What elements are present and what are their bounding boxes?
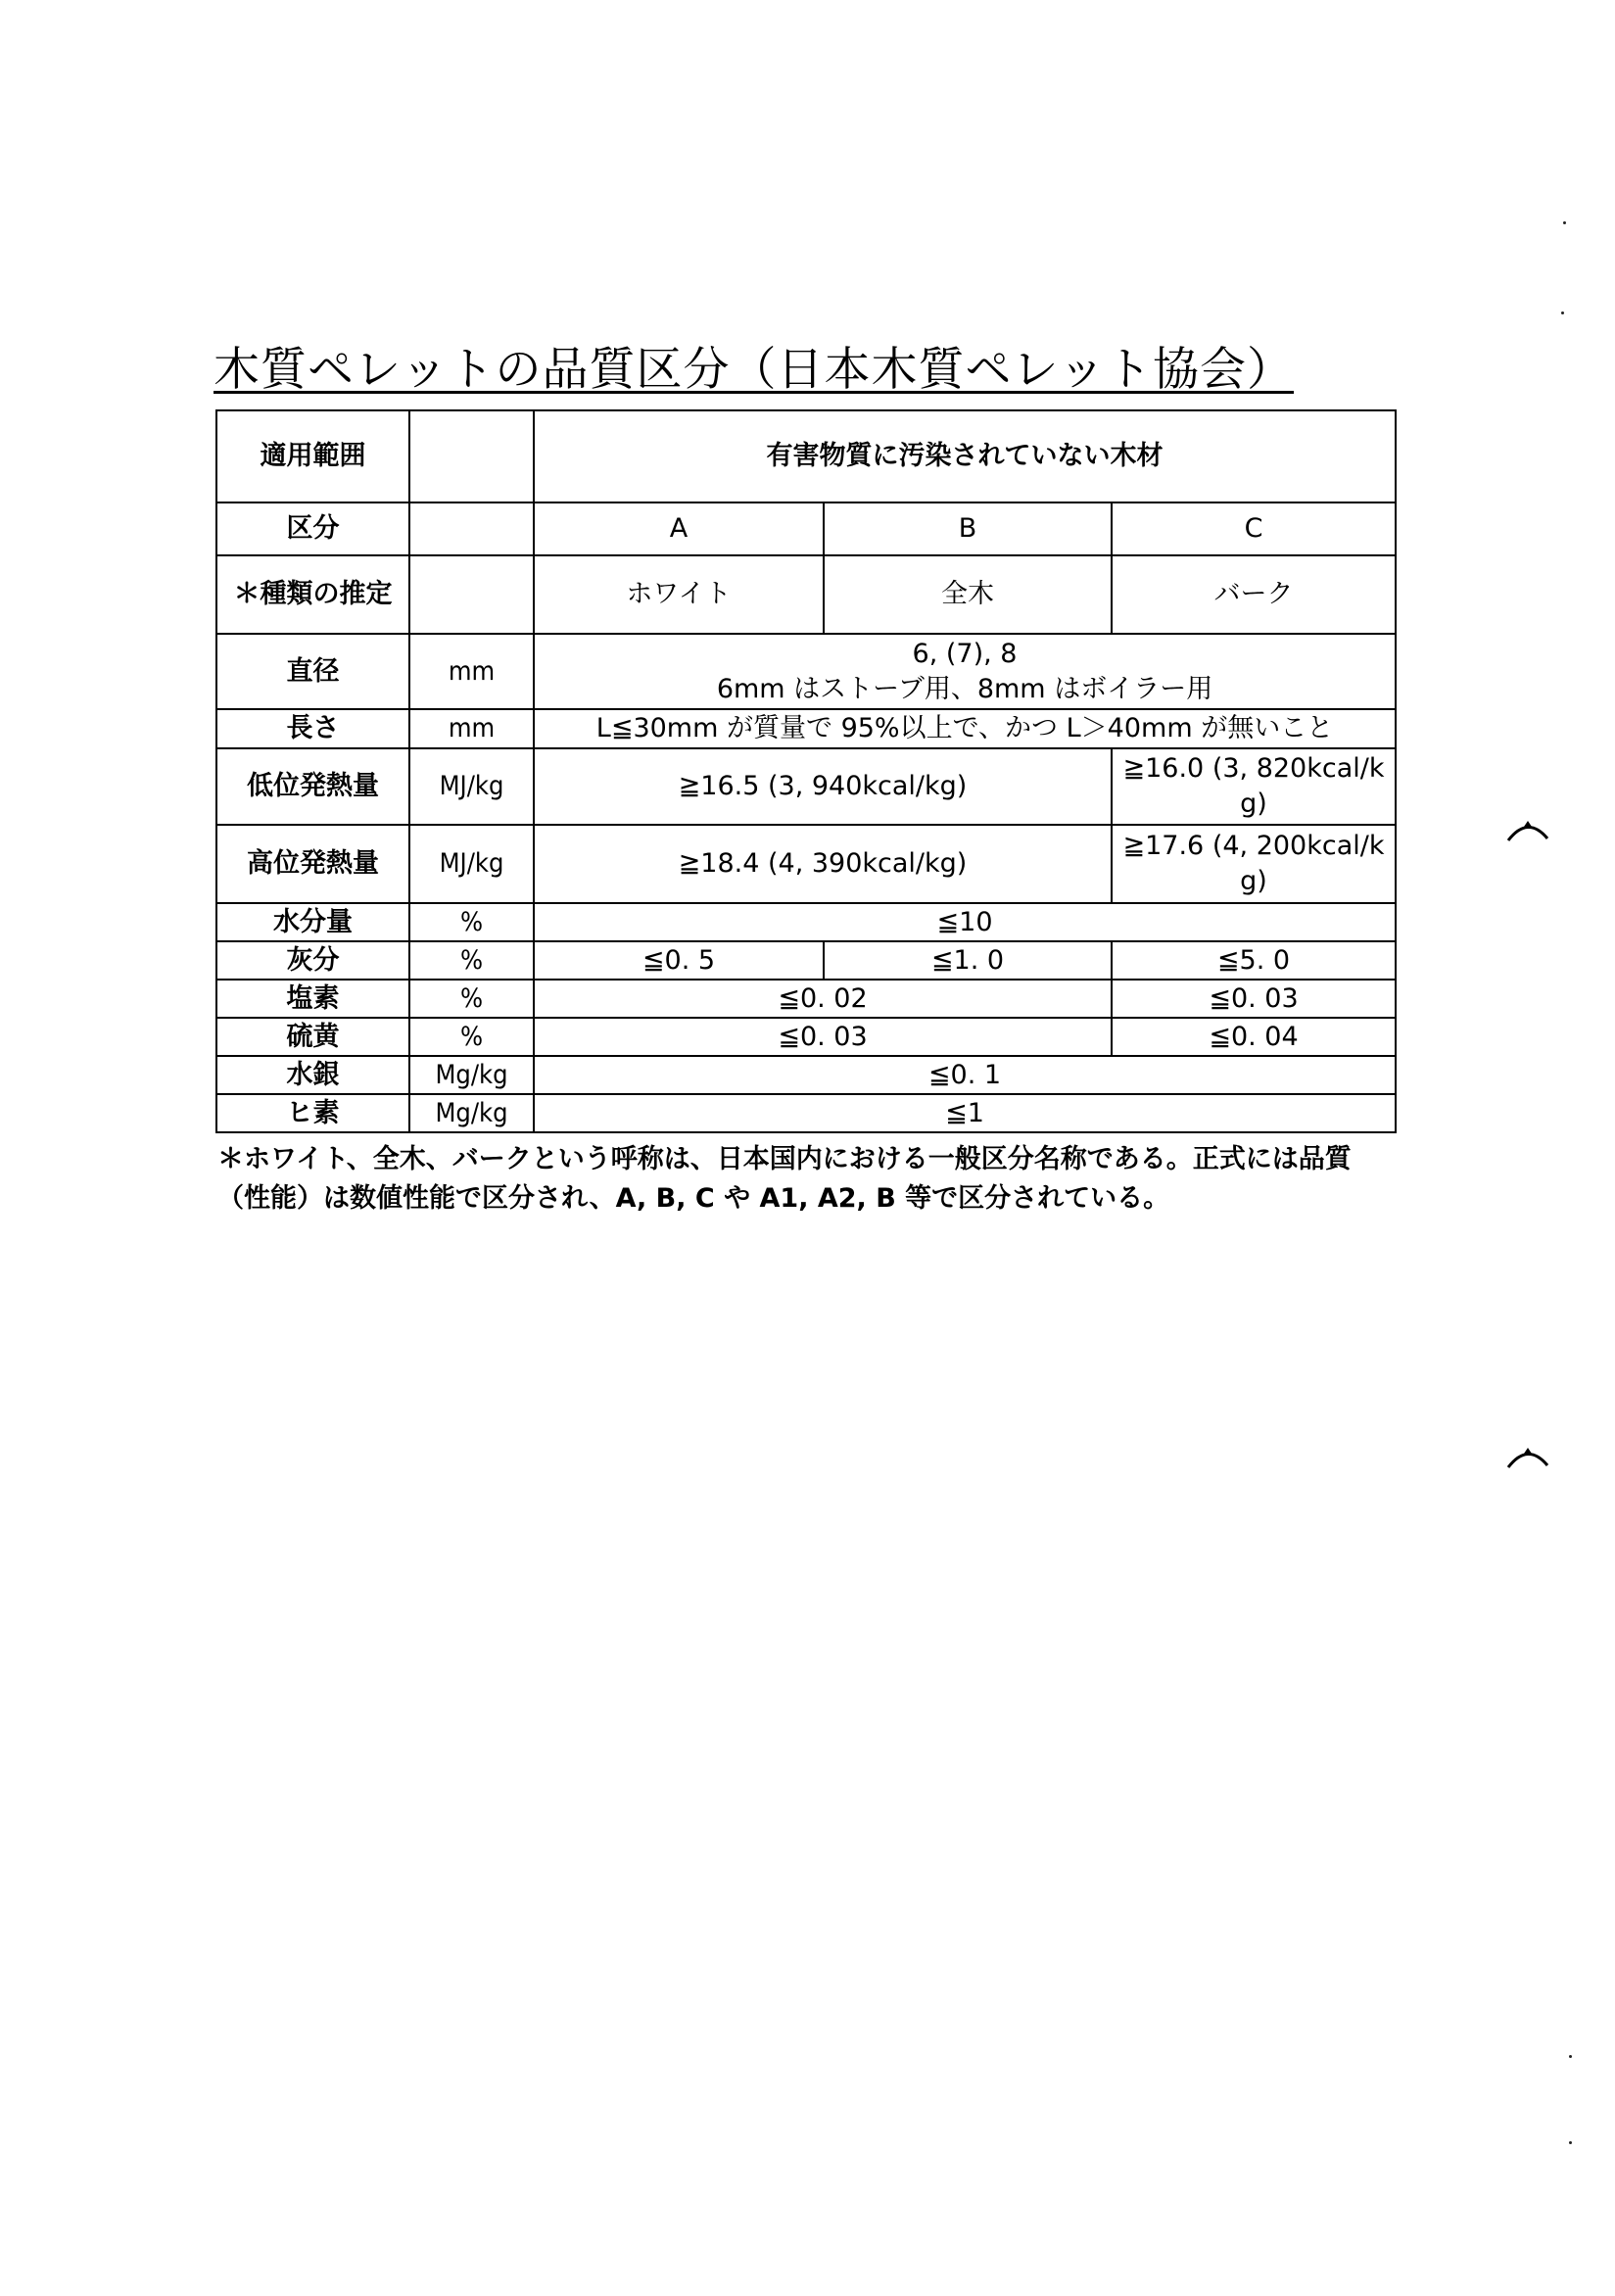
- row-arsenic: [216, 1094, 1396, 1132]
- footnote-line-1: ＊ホワイト、全木、バークという呼称は、日本国内における一般区分名称である。正式には品質: [217, 1144, 1352, 1174]
- scan-speck: [1561, 311, 1564, 314]
- row-sulfur: [216, 1018, 1396, 1056]
- unit-arsenic: Mg/kg: [409, 1094, 534, 1132]
- row-higher-heating-value: [216, 825, 1396, 903]
- unit-sulfur: %: [409, 1018, 534, 1056]
- lhv-c-line2: g): [1240, 789, 1267, 819]
- sulfur-ab: ≦0. 03: [534, 1018, 1112, 1056]
- scan-artifact-mark: [1506, 1448, 1549, 1469]
- lhv-c: [1112, 748, 1396, 825]
- label-hhv: 高位発熱量: [216, 825, 409, 903]
- label-scope: 適用範囲: [216, 410, 409, 502]
- hhv-ab: ≧18.4 (4, 390kcal/kg): [534, 825, 1112, 903]
- hhv-c-line1: ≧17.6 (4, 200kcal/k: [1122, 831, 1385, 861]
- type-c: バーク: [1112, 555, 1396, 634]
- hhv-c-line2: g): [1240, 866, 1267, 896]
- unit-lhv: MJ/kg: [409, 748, 534, 825]
- row-grade: [216, 502, 1396, 555]
- value-arsenic: ≦1: [534, 1094, 1396, 1132]
- row-type: [216, 555, 1396, 634]
- pellet-quality-table: [215, 409, 1397, 1133]
- diameter-usage: 6mm はストーブ用、8mm はボイラー用: [716, 673, 1213, 704]
- unit-moisture: %: [409, 903, 534, 941]
- label-moisture: 水分量: [216, 903, 409, 941]
- unit-length: mm: [409, 709, 534, 748]
- sulfur-c: ≦0. 04: [1112, 1018, 1396, 1056]
- row-lower-heating-value: [216, 748, 1396, 825]
- row-chlorine: [216, 980, 1396, 1018]
- unit-grade: [409, 502, 534, 555]
- row-ash: [216, 941, 1396, 980]
- unit-scope: [409, 410, 534, 502]
- page-title: 木質ペレットの品質区分（日本木質ペレット協会）: [214, 343, 1295, 397]
- footnote-line-2: （性能）は数値性能で区分され、A, B, C や A1, A2, B 等で区分されている。: [217, 1183, 1170, 1214]
- type-b: 全木: [824, 555, 1112, 634]
- unit-diameter: mm: [409, 634, 534, 709]
- chlorine-c: ≦0. 03: [1112, 980, 1396, 1018]
- value-length: L≦30mm が質量で 95%以上で、かつ L＞40mm が無いこと: [534, 709, 1396, 748]
- scan-speck: [1569, 2141, 1572, 2144]
- unit-chlorine: %: [409, 980, 534, 1018]
- value-scope: 有害物質に汚染されていない木材: [534, 410, 1396, 502]
- scan-speck: [1569, 2055, 1572, 2058]
- scan-speck: [1563, 221, 1566, 224]
- footnote: [217, 1140, 1412, 1219]
- value-moisture: ≦10: [534, 903, 1396, 941]
- label-lhv: 低位発熱量: [216, 748, 409, 825]
- type-a: ホワイト: [534, 555, 824, 634]
- ash-c: ≦5. 0: [1112, 941, 1396, 980]
- row-diameter: [216, 634, 1396, 709]
- grade-c: C: [1112, 502, 1396, 555]
- ash-b: ≦1. 0: [824, 941, 1112, 980]
- label-mercury: 水銀: [216, 1056, 409, 1094]
- unit-hhv: MJ/kg: [409, 825, 534, 903]
- label-diameter: 直径: [216, 634, 409, 709]
- lhv-c-line1: ≧16.0 (3, 820kcal/k: [1122, 753, 1385, 784]
- row-length: [216, 709, 1396, 748]
- hhv-c: [1112, 825, 1396, 903]
- grade-b: B: [824, 502, 1112, 555]
- label-type: ＊種類の推定: [216, 555, 409, 634]
- label-chlorine: 塩素: [216, 980, 409, 1018]
- row-moisture: [216, 903, 1396, 941]
- label-length: 長さ: [216, 709, 409, 748]
- label-grade: 区分: [216, 502, 409, 555]
- lhv-ab: ≧16.5 (3, 940kcal/kg): [534, 748, 1112, 825]
- unit-type: [409, 555, 534, 634]
- diameter-sizes: 6, (7), 8: [912, 638, 1018, 669]
- grade-a: A: [534, 502, 824, 555]
- ash-a: ≦0. 5: [534, 941, 824, 980]
- label-ash: 灰分: [216, 941, 409, 980]
- value-diameter: [534, 634, 1396, 709]
- scan-artifact-mark: [1506, 821, 1549, 842]
- chlorine-ab: ≦0. 02: [534, 980, 1112, 1018]
- label-arsenic: ヒ素: [216, 1094, 409, 1132]
- row-mercury: [216, 1056, 1396, 1094]
- unit-ash: %: [409, 941, 534, 980]
- row-scope: [216, 410, 1396, 502]
- unit-mercury: Mg/kg: [409, 1056, 534, 1094]
- value-mercury: ≦0. 1: [534, 1056, 1396, 1094]
- label-sulfur: 硫黄: [216, 1018, 409, 1056]
